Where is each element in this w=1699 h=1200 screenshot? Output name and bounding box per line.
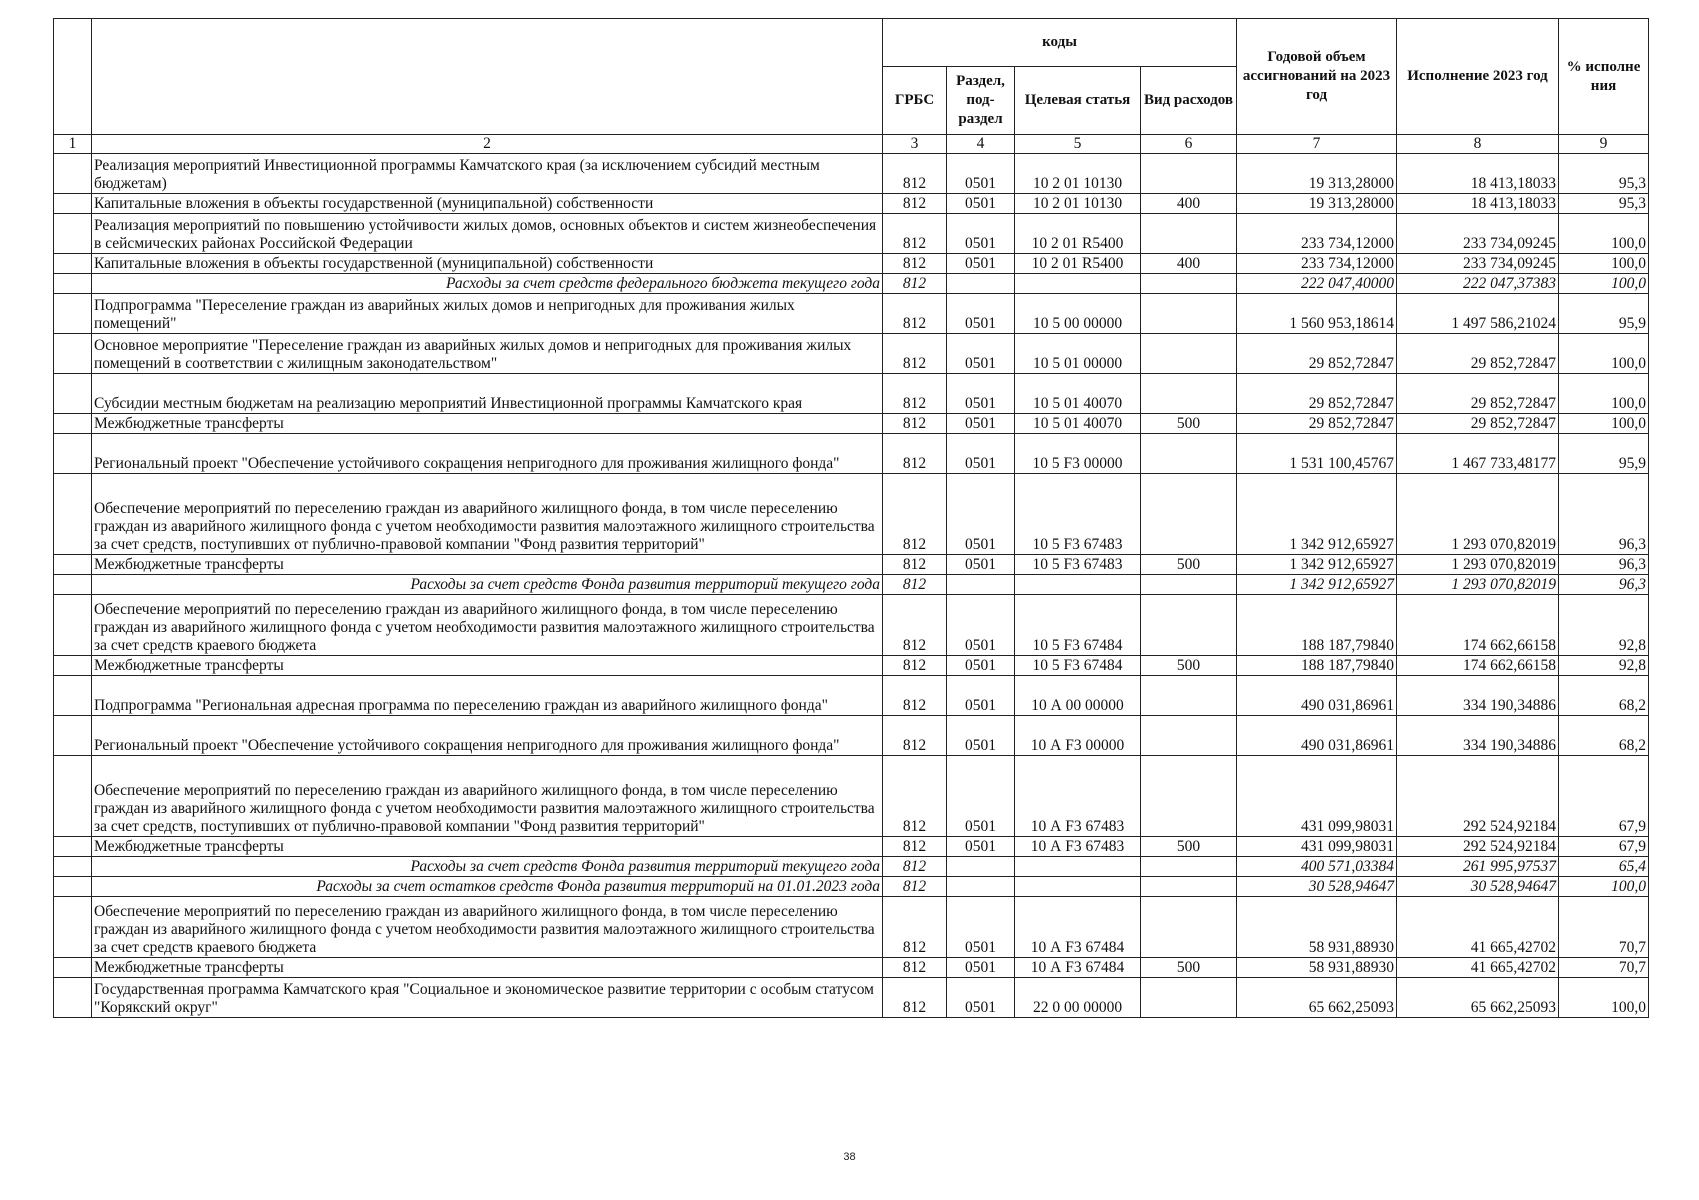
execution-cell: 233 734,09245 xyxy=(1397,254,1559,274)
row-number-cell xyxy=(54,716,92,756)
expense-type-cell xyxy=(1141,575,1237,595)
annual-volume-cell: 233 734,12000 xyxy=(1237,254,1397,274)
row-number-cell xyxy=(54,334,92,374)
annual-volume-cell: 431 099,98031 xyxy=(1237,837,1397,857)
percent-cell: 67,9 xyxy=(1559,756,1649,837)
row-name-cell: Реализация мероприятий Инвестиционной программы Камчатского края (за исключением субсидий местным бюджетам) xyxy=(92,154,883,194)
razdel-cell: 0501 xyxy=(947,334,1015,374)
expense-type-cell xyxy=(1141,214,1237,254)
target-article-cell: 10 2 01 10130 xyxy=(1015,194,1141,214)
expense-type-cell xyxy=(1141,716,1237,756)
target-article-cell: 10 А F3 67484 xyxy=(1015,958,1141,978)
column-number: 9 xyxy=(1559,135,1649,154)
row-number-cell xyxy=(54,294,92,334)
row-name-cell: Основное мероприятие "Переселение граждан из аварийных жилых домов и непригодных для проживания жилых помещений в соответствии с жилищным законодательством" xyxy=(92,334,883,374)
execution-cell: 29 852,72847 xyxy=(1397,374,1559,414)
table-row xyxy=(54,294,1649,334)
razdel-cell xyxy=(947,575,1015,595)
row-name-cell: Региональный проект "Обеспечение устойчивого сокращения непригодного для проживания жилищного фонда" xyxy=(92,434,883,474)
razdel-cell: 0501 xyxy=(947,414,1015,434)
grbs-cell: 812 xyxy=(883,857,947,877)
grbs-cell: 812 xyxy=(883,374,947,414)
target-article-cell: 10 5 F3 67483 xyxy=(1015,555,1141,575)
execution-cell: 334 190,34886 xyxy=(1397,676,1559,716)
table-row xyxy=(54,414,1649,434)
table-body xyxy=(54,154,1649,1018)
expense-type-cell xyxy=(1141,374,1237,414)
annual-volume-cell: 29 852,72847 xyxy=(1237,414,1397,434)
expense-type-cell: 500 xyxy=(1141,656,1237,676)
row-name-cell: Региональный проект "Обеспечение устойчивого сокращения непригодного для проживания жилищного фонда" xyxy=(92,716,883,756)
table-row xyxy=(54,555,1649,575)
percent-cell: 70,7 xyxy=(1559,897,1649,958)
percent-cell: 67,9 xyxy=(1559,837,1649,857)
row-number-cell xyxy=(54,434,92,474)
row-number-cell xyxy=(54,575,92,595)
table-row xyxy=(54,756,1649,837)
table-row xyxy=(54,978,1649,1018)
column-number: 5 xyxy=(1015,135,1141,154)
table-row xyxy=(54,374,1649,414)
table-row xyxy=(54,837,1649,857)
execution-cell: 292 524,92184 xyxy=(1397,837,1559,857)
razdel-cell: 0501 xyxy=(947,897,1015,958)
percent-cell: 92,8 xyxy=(1559,595,1649,656)
annual-volume-cell: 188 187,79840 xyxy=(1237,595,1397,656)
row-number-cell xyxy=(54,474,92,555)
table-row xyxy=(54,897,1649,958)
expense-type-cell: 400 xyxy=(1141,254,1237,274)
grbs-cell: 812 xyxy=(883,434,947,474)
percent-cell: 65,4 xyxy=(1559,857,1649,877)
row-number-cell xyxy=(54,595,92,656)
row-name-cell: Расходы за счет средств Фонда развития территорий текущего года xyxy=(92,857,883,877)
row-number-cell xyxy=(54,214,92,254)
razdel-cell: 0501 xyxy=(947,474,1015,555)
execution-cell: 18 413,18033 xyxy=(1397,194,1559,214)
table-row xyxy=(54,214,1649,254)
percent-cell: 100,0 xyxy=(1559,414,1649,434)
table-row xyxy=(54,656,1649,676)
header-razdel: Раздел, под-раздел xyxy=(947,67,1015,135)
razdel-cell: 0501 xyxy=(947,434,1015,474)
execution-cell: 334 190,34886 xyxy=(1397,716,1559,756)
row-name-cell: Межбюджетные трансферты xyxy=(92,837,883,857)
expense-type-cell xyxy=(1141,857,1237,877)
row-name-cell: Субсидии местным бюджетам на реализацию мероприятий Инвестиционной программы Камчатского края xyxy=(92,374,883,414)
target-article-cell: 10 5 01 40070 xyxy=(1015,414,1141,434)
header-celevaya: Целевая статья xyxy=(1015,67,1141,135)
target-article-cell: 10 А F3 00000 xyxy=(1015,716,1141,756)
razdel-cell: 0501 xyxy=(947,555,1015,575)
row-number-cell xyxy=(54,254,92,274)
row-number-cell xyxy=(54,837,92,857)
percent-cell: 96,3 xyxy=(1559,474,1649,555)
row-name-cell: Расходы за счет средств федерального бюджета текущего года xyxy=(92,274,883,294)
grbs-cell: 812 xyxy=(883,194,947,214)
grbs-cell: 812 xyxy=(883,676,947,716)
row-name-cell: Расходы за счет средств Фонда развития территорий текущего года xyxy=(92,575,883,595)
table-row xyxy=(54,877,1649,897)
expense-type-cell: 500 xyxy=(1141,414,1237,434)
razdel-cell: 0501 xyxy=(947,958,1015,978)
razdel-cell: 0501 xyxy=(947,716,1015,756)
razdel-cell: 0501 xyxy=(947,294,1015,334)
target-article-cell: 10 2 01 R5400 xyxy=(1015,214,1141,254)
table-row xyxy=(54,595,1649,656)
annual-volume-cell: 1 560 953,18614 xyxy=(1237,294,1397,334)
header-percent: % исполне ния xyxy=(1559,19,1649,135)
row-name-cell: Межбюджетные трансферты xyxy=(92,958,883,978)
table-row xyxy=(54,575,1649,595)
row-name-cell: Реализация мероприятий по повышению устойчивости жилых домов, основных объектов и систем жизнеобеспечения в сейсмических районах Российской Федерации xyxy=(92,214,883,254)
row-number-cell xyxy=(54,154,92,194)
row-name-cell: Подпрограмма "Региональная адресная программа по переселению граждан из аварийного жилищного фонда" xyxy=(92,676,883,716)
execution-cell: 29 852,72847 xyxy=(1397,334,1559,374)
target-article-cell: 10 А F3 67483 xyxy=(1015,837,1141,857)
target-article-cell: 10 5 F3 67484 xyxy=(1015,656,1141,676)
annual-volume-cell: 19 313,28000 xyxy=(1237,154,1397,194)
table-row xyxy=(54,434,1649,474)
razdel-cell: 0501 xyxy=(947,676,1015,716)
row-name-cell: Капитальные вложения в объекты государственной (муниципальной) собственности xyxy=(92,254,883,274)
target-article-cell: 10 А F3 67484 xyxy=(1015,897,1141,958)
grbs-cell: 812 xyxy=(883,555,947,575)
column-number: 7 xyxy=(1237,135,1397,154)
expense-type-cell: 500 xyxy=(1141,958,1237,978)
execution-cell: 174 662,66158 xyxy=(1397,595,1559,656)
table-row xyxy=(54,194,1649,214)
percent-cell: 95,9 xyxy=(1559,434,1649,474)
percent-cell: 100,0 xyxy=(1559,334,1649,374)
annual-volume-cell: 58 931,88930 xyxy=(1237,897,1397,958)
execution-cell: 261 995,97537 xyxy=(1397,857,1559,877)
annual-volume-cell: 233 734,12000 xyxy=(1237,214,1397,254)
grbs-cell: 812 xyxy=(883,595,947,656)
grbs-cell: 812 xyxy=(883,716,947,756)
execution-cell: 292 524,92184 xyxy=(1397,756,1559,837)
percent-cell: 68,2 xyxy=(1559,676,1649,716)
expense-type-cell xyxy=(1141,756,1237,837)
target-article-cell: 10 5 F3 00000 xyxy=(1015,434,1141,474)
target-article-cell xyxy=(1015,575,1141,595)
header-vid: Вид расходов xyxy=(1141,67,1237,135)
row-number-cell xyxy=(54,857,92,877)
target-article-cell xyxy=(1015,857,1141,877)
razdel-cell: 0501 xyxy=(947,254,1015,274)
razdel-cell: 0501 xyxy=(947,756,1015,837)
row-number-cell xyxy=(54,676,92,716)
target-article-cell: 10 5 F3 67483 xyxy=(1015,474,1141,555)
percent-cell: 100,0 xyxy=(1559,274,1649,294)
razdel-cell: 0501 xyxy=(947,214,1015,254)
column-number: 8 xyxy=(1397,135,1559,154)
row-name-cell: Межбюджетные трансферты xyxy=(92,414,883,434)
target-article-cell: 10 2 01 10130 xyxy=(1015,154,1141,194)
grbs-cell: 812 xyxy=(883,877,947,897)
razdel-cell xyxy=(947,857,1015,877)
expense-type-cell xyxy=(1141,897,1237,958)
razdel-cell: 0501 xyxy=(947,154,1015,194)
expense-type-cell xyxy=(1141,274,1237,294)
grbs-cell: 812 xyxy=(883,294,947,334)
row-name-cell: Обеспечение мероприятий по переселению граждан из аварийного жилищного фонда, в том числе переселению граждан из аварийного жилищного фонда с учетом необходимости развития малоэтажного жилищного строительства за счет средств, поступивших от публично-правовой компании "Фонд развития территорий" xyxy=(92,474,883,555)
percent-cell: 95,3 xyxy=(1559,154,1649,194)
percent-cell: 70,7 xyxy=(1559,958,1649,978)
target-article-cell xyxy=(1015,274,1141,294)
grbs-cell: 812 xyxy=(883,474,947,555)
execution-cell: 1 497 586,21024 xyxy=(1397,294,1559,334)
column-number-row xyxy=(54,135,1649,154)
table-row xyxy=(54,474,1649,555)
expense-type-cell: 500 xyxy=(1141,837,1237,857)
grbs-cell: 812 xyxy=(883,274,947,294)
table-row xyxy=(54,154,1649,194)
execution-cell: 233 734,09245 xyxy=(1397,214,1559,254)
budget-table xyxy=(53,18,1649,1018)
expense-type-cell xyxy=(1141,154,1237,194)
annual-volume-cell: 29 852,72847 xyxy=(1237,334,1397,374)
razdel-cell: 0501 xyxy=(947,837,1015,857)
grbs-cell: 812 xyxy=(883,958,947,978)
percent-cell: 96,3 xyxy=(1559,575,1649,595)
grbs-cell: 812 xyxy=(883,756,947,837)
row-name-cell: Обеспечение мероприятий по переселению граждан из аварийного жилищного фонда, в том числе переселению граждан из аварийного жилищного фонда с учетом необходимости развития малоэтажного жилищного строительства за счет средств краевого бюджета xyxy=(92,595,883,656)
percent-cell: 68,2 xyxy=(1559,716,1649,756)
execution-cell: 18 413,18033 xyxy=(1397,154,1559,194)
expense-type-cell xyxy=(1141,676,1237,716)
expense-type-cell xyxy=(1141,595,1237,656)
header-codes: коды xyxy=(883,19,1237,67)
column-number: 2 xyxy=(92,135,883,154)
percent-cell: 92,8 xyxy=(1559,656,1649,676)
expense-type-cell xyxy=(1141,877,1237,897)
table-row xyxy=(54,254,1649,274)
grbs-cell: 812 xyxy=(883,334,947,374)
row-number-cell xyxy=(54,274,92,294)
row-number-cell xyxy=(54,897,92,958)
row-number-cell xyxy=(54,978,92,1018)
header-grbs: ГРБС xyxy=(883,67,947,135)
grbs-cell: 812 xyxy=(883,897,947,958)
table-row xyxy=(54,716,1649,756)
annual-volume-cell: 1 342 912,65927 xyxy=(1237,474,1397,555)
razdel-cell: 0501 xyxy=(947,595,1015,656)
expense-type-cell xyxy=(1141,474,1237,555)
row-name-cell: Обеспечение мероприятий по переселению граждан из аварийного жилищного фонда, в том числе переселению граждан из аварийного жилищного фонда с учетом необходимости развития малоэтажного жилищного строительства за счет средств краевого бюджета xyxy=(92,897,883,958)
header-cell-blank-2 xyxy=(92,19,883,135)
annual-volume-cell: 490 031,86961 xyxy=(1237,716,1397,756)
annual-volume-cell: 65 662,25093 xyxy=(1237,978,1397,1018)
execution-cell: 30 528,94647 xyxy=(1397,877,1559,897)
row-number-cell xyxy=(54,877,92,897)
target-article-cell: 10 5 01 40070 xyxy=(1015,374,1141,414)
grbs-cell: 812 xyxy=(883,254,947,274)
annual-volume-cell: 490 031,86961 xyxy=(1237,676,1397,716)
razdel-cell: 0501 xyxy=(947,656,1015,676)
target-article-cell xyxy=(1015,877,1141,897)
percent-cell: 96,3 xyxy=(1559,555,1649,575)
table-row xyxy=(54,958,1649,978)
row-name-cell: Межбюджетные трансферты xyxy=(92,555,883,575)
razdel-cell: 0501 xyxy=(947,978,1015,1018)
execution-cell: 1 293 070,82019 xyxy=(1397,575,1559,595)
target-article-cell: 10 5 01 00000 xyxy=(1015,334,1141,374)
execution-cell: 1 293 070,82019 xyxy=(1397,555,1559,575)
target-article-cell: 10 5 00 00000 xyxy=(1015,294,1141,334)
grbs-cell: 812 xyxy=(883,837,947,857)
annual-volume-cell: 30 528,94647 xyxy=(1237,877,1397,897)
row-number-cell xyxy=(54,414,92,434)
annual-volume-cell: 431 099,98031 xyxy=(1237,756,1397,837)
grbs-cell: 812 xyxy=(883,154,947,194)
row-name-cell: Подпрограмма "Переселение граждан из аварийных жилых домов и непригодных для проживания жилых помещений" xyxy=(92,294,883,334)
row-number-cell xyxy=(54,194,92,214)
column-number: 3 xyxy=(883,135,947,154)
row-number-cell xyxy=(54,374,92,414)
column-number: 1 xyxy=(54,135,92,154)
annual-volume-cell: 29 852,72847 xyxy=(1237,374,1397,414)
expense-type-cell xyxy=(1141,434,1237,474)
expense-type-cell xyxy=(1141,334,1237,374)
annual-volume-cell: 188 187,79840 xyxy=(1237,656,1397,676)
execution-cell: 65 662,25093 xyxy=(1397,978,1559,1018)
table-row xyxy=(54,334,1649,374)
annual-volume-cell: 1 531 100,45767 xyxy=(1237,434,1397,474)
table-row xyxy=(54,676,1649,716)
row-number-cell xyxy=(54,958,92,978)
annual-volume-cell: 1 342 912,65927 xyxy=(1237,555,1397,575)
percent-cell: 100,0 xyxy=(1559,877,1649,897)
execution-cell: 174 662,66158 xyxy=(1397,656,1559,676)
target-article-cell: 10 5 F3 67484 xyxy=(1015,595,1141,656)
percent-cell: 95,3 xyxy=(1559,194,1649,214)
percent-cell: 100,0 xyxy=(1559,214,1649,254)
table-header xyxy=(54,19,1649,154)
execution-cell: 222 047,37383 xyxy=(1397,274,1559,294)
expense-type-cell: 400 xyxy=(1141,194,1237,214)
percent-cell: 100,0 xyxy=(1559,374,1649,414)
row-number-cell xyxy=(54,756,92,837)
razdel-cell: 0501 xyxy=(947,194,1015,214)
table-row xyxy=(54,274,1649,294)
grbs-cell: 812 xyxy=(883,978,947,1018)
percent-cell: 100,0 xyxy=(1559,978,1649,1018)
row-name-cell: Капитальные вложения в объекты государственной (муниципальной) собственности xyxy=(92,194,883,214)
row-name-cell: Государственная программа Камчатского края "Социальное и экономическое развитие территории с особым статусом "Корякский округ" xyxy=(92,978,883,1018)
target-article-cell: 22 0 00 00000 xyxy=(1015,978,1141,1018)
razdel-cell: 0501 xyxy=(947,374,1015,414)
percent-cell: 95,9 xyxy=(1559,294,1649,334)
annual-volume-cell: 1 342 912,65927 xyxy=(1237,575,1397,595)
execution-cell: 41 665,42702 xyxy=(1397,958,1559,978)
row-name-cell: Расходы за счет остатков средств Фонда развития территорий на 01.01.2023 года xyxy=(92,877,883,897)
header-annual-volume: Годовой объем ассигнований на 2023 год xyxy=(1237,19,1397,135)
column-number: 6 xyxy=(1141,135,1237,154)
expense-type-cell xyxy=(1141,294,1237,334)
execution-cell: 1 293 070,82019 xyxy=(1397,474,1559,555)
row-number-cell xyxy=(54,555,92,575)
annual-volume-cell: 222 047,40000 xyxy=(1237,274,1397,294)
row-name-cell: Межбюджетные трансферты xyxy=(92,656,883,676)
grbs-cell: 812 xyxy=(883,575,947,595)
annual-volume-cell: 58 931,88930 xyxy=(1237,958,1397,978)
annual-volume-cell: 400 571,03384 xyxy=(1237,857,1397,877)
target-article-cell: 10 А 00 00000 xyxy=(1015,676,1141,716)
table-row xyxy=(54,857,1649,877)
target-article-cell: 10 А F3 67483 xyxy=(1015,756,1141,837)
expense-type-cell: 500 xyxy=(1141,555,1237,575)
razdel-cell xyxy=(947,877,1015,897)
execution-cell: 29 852,72847 xyxy=(1397,414,1559,434)
execution-cell: 41 665,42702 xyxy=(1397,897,1559,958)
header-cell-blank-1 xyxy=(54,19,92,135)
razdel-cell xyxy=(947,274,1015,294)
grbs-cell: 812 xyxy=(883,214,947,254)
header-execution: Исполнение 2023 год xyxy=(1397,19,1559,135)
percent-cell: 100,0 xyxy=(1559,254,1649,274)
expense-type-cell xyxy=(1141,978,1237,1018)
grbs-cell: 812 xyxy=(883,656,947,676)
column-number: 4 xyxy=(947,135,1015,154)
annual-volume-cell: 19 313,28000 xyxy=(1237,194,1397,214)
grbs-cell: 812 xyxy=(883,414,947,434)
row-number-cell xyxy=(54,656,92,676)
page-number: 38 xyxy=(843,1151,856,1163)
target-article-cell: 10 2 01 R5400 xyxy=(1015,254,1141,274)
execution-cell: 1 467 733,48177 xyxy=(1397,434,1559,474)
row-name-cell: Обеспечение мероприятий по переселению граждан из аварийного жилищного фонда, в том числе переселению граждан из аварийного жилищного фонда с учетом необходимости развития малоэтажного жилищного строительства за счет средств, поступивших от публично-правовой компании "Фонд развития территорий" xyxy=(92,756,883,837)
